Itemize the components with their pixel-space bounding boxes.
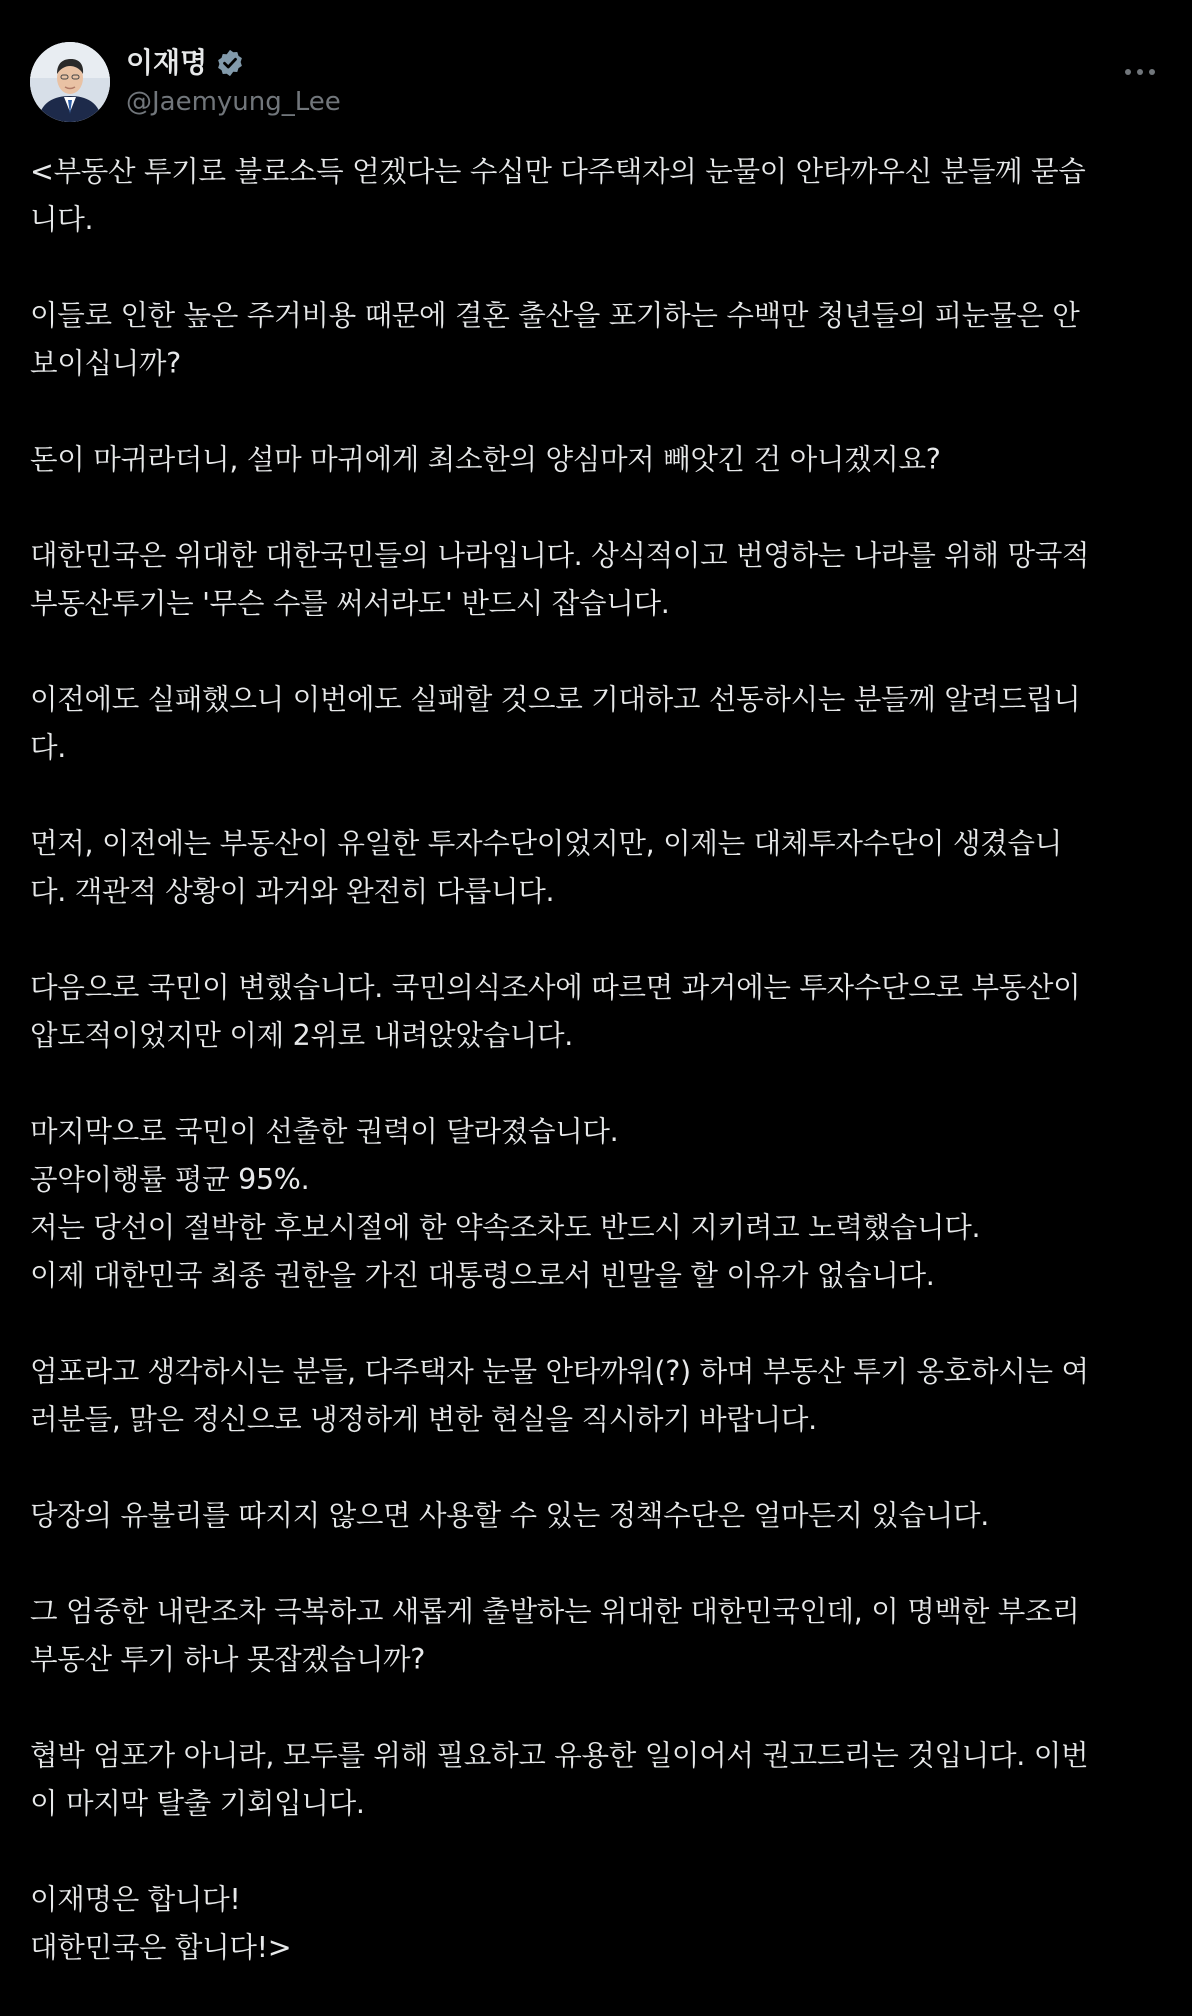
tweet-paragraph — [30, 820, 1162, 916]
avatar[interactable] — [30, 42, 110, 122]
tweet-line: 보이십니까? — [30, 347, 181, 380]
tweet-paragraph — [30, 1108, 1162, 1300]
tweet-line: 협박 엄포가 아니라, 모두를 위해 필요하고 유용한 일이어서 권고드리는 것입니다. 이번 — [30, 1739, 1089, 1772]
tweet-text — [30, 148, 1162, 1972]
tweet-line: 이들로 인한 높은 주거비용 때문에 결혼 출산을 포기하는 수백만 청년들의 피눈물은 안 — [30, 299, 1080, 332]
tweet-line: 공약이행률 평균 95%. — [30, 1163, 310, 1196]
tweet-line: 대한민국은 위대한 대한국민들의 나라입니다. 상식적이고 번영하는 나라를 위해 망국적 — [30, 539, 1090, 572]
avatar-photo — [30, 42, 110, 122]
tweet-line: 압도적이었지만 이제 2위로 내려앉았습니다. — [30, 1019, 574, 1052]
verified-badge-icon[interactable] — [215, 48, 245, 78]
tweet-line: 다음으로 국민이 변했습니다. 국민의식조사에 따르면 과거에는 투자수단으로 부동산이 — [30, 971, 1081, 1004]
tweet-paragraph — [30, 964, 1162, 1060]
tweet-line: 돈이 마귀라더니, 설마 마귀에게 최소한의 양심마저 빼앗긴 건 아니겠지요? — [30, 443, 941, 476]
tweet-line: 마지막으로 국민이 선출한 권력이 달라졌습니다. — [30, 1115, 619, 1148]
tweet-line: <부동산 투기로 불로소득 얻겠다는 수십만 다주택자의 눈물이 안타까우신 분들께 묻습 — [30, 155, 1086, 188]
tweet-paragraph — [30, 1348, 1162, 1444]
tweet-paragraph — [30, 532, 1162, 628]
author-info — [126, 44, 341, 120]
tweet-paragraph — [30, 676, 1162, 772]
tweet-paragraph — [30, 292, 1162, 388]
tweet-line: 니다. — [30, 203, 94, 236]
tweet-line: 저는 당선이 절박한 후보시절에 한 약속조차도 반드시 지키려고 노력했습니다. — [30, 1211, 981, 1244]
tweet-paragraph — [30, 1492, 1162, 1540]
more-horizontal-icon — [1124, 67, 1156, 77]
name-row — [126, 44, 341, 82]
tweet-line: 대한민국은 합니다!> — [30, 1931, 292, 1964]
tweet-line: 당장의 유불리를 따지지 않으면 사용할 수 있는 정책수단은 얼마든지 있습니다. — [30, 1499, 989, 1532]
tweet-paragraph — [30, 1588, 1162, 1684]
tweet-line: 부동산투기는 '무슨 수를 써서라도' 반드시 잡습니다. — [30, 587, 670, 620]
tweet-line: 먼저, 이전에는 부동산이 유일한 투자수단이었지만, 이제는 대체투자수단이 생겼습니 — [30, 827, 1062, 860]
tweet-line: 다. — [30, 731, 66, 764]
tweet-line: 이 마지막 탈출 기회입니다. — [30, 1787, 365, 1820]
tweet-header — [30, 40, 1162, 124]
user-handle[interactable]: @Jaemyung_Lee — [126, 87, 341, 117]
display-name[interactable]: 이재명 — [126, 46, 208, 79]
more-options-button[interactable] — [1118, 50, 1162, 94]
tweet-paragraph — [30, 436, 1162, 484]
tweet-line: 이제 대한민국 최종 권한을 가진 대통령으로서 빈말을 할 이유가 없습니다. — [30, 1259, 935, 1292]
tweet-line: 러분들, 맑은 정신으로 냉정하게 변한 현실을 직시하기 바랍니다. — [30, 1403, 817, 1436]
tweet-line: 이전에도 실패했으니 이번에도 실패할 것으로 기대하고 선동하시는 분들께 알려드립니 — [30, 683, 1081, 716]
tweet-paragraph — [30, 148, 1162, 244]
tweet-paragraph — [30, 1732, 1162, 1828]
tweet-line: 부동산 투기 하나 못잡겠습니까? — [30, 1643, 426, 1676]
tweet-line: 다. 객관적 상황이 과거와 완전히 다릅니다. — [30, 875, 555, 908]
tweet-paragraph — [30, 1876, 1162, 1972]
tweet-line: 이재명은 합니다! — [30, 1883, 241, 1916]
tweet-line: 엄포라고 생각하시는 분들, 다주택자 눈물 안타까워(?) 하며 부동산 투기 옹호하시는 여 — [30, 1355, 1089, 1388]
tweet-line: 그 엄중한 내란조차 극복하고 새롭게 출발하는 위대한 대한민국인데, 이 명백한 부조리 — [30, 1595, 1080, 1628]
